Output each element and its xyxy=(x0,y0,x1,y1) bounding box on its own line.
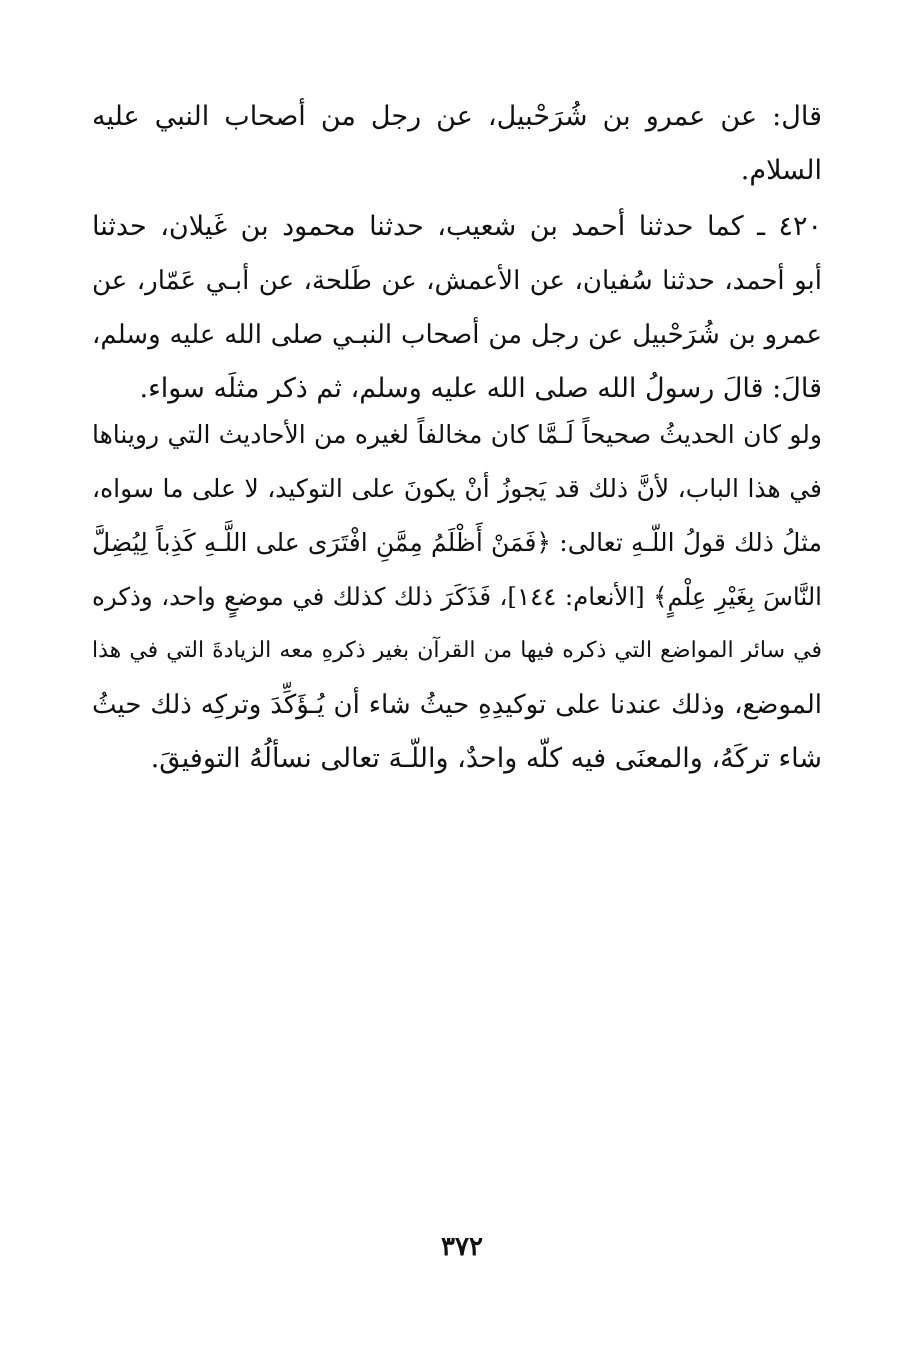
text-line: قال: عن عمرو بن شُرَحْبيل، عن رجل من أصحاب النبي عليه xyxy=(92,101,822,132)
text-line: شاء تركَهُ، والمعنَى فيه كلّه واحدٌ، واللّـهَ تعالى نسألُهُ التوفيقَ. xyxy=(150,743,822,774)
paragraph-2-hadith-420 xyxy=(92,200,822,416)
text-line: ٤٢٠ ـ كما حدثنا أحمد بن شعيب، حدثنا محمود بن غَيلان، حدثنا xyxy=(92,211,822,242)
text-line: قالَ: قالَ رسولُ الله صلى الله عليه وسلم، ثم ذكر مثلَه سواء. xyxy=(139,373,822,404)
paragraph-3-commentary xyxy=(92,408,822,786)
text-line: النَّاسَ بِغَيْرِ عِلْمٍ﴾ [الأنعام: ١٤٤]، فَذَكَرَ ذلك كذلك في موضعٍ واحد، وذكره xyxy=(92,582,822,611)
text-line: أبو أحمد، حدثنا سُفيان، عن الأعمش، عن طَلحة، عن أبـي عَمّار، عن xyxy=(92,266,822,296)
text-line: في سائر المواضع التي ذكره فيها من القرآن بغير ذكرهِ معه الزيادةَ التي في هذا xyxy=(92,638,822,663)
paragraph-1 xyxy=(92,90,822,198)
text-line: في هذا الباب، لأنَّ ذلك قد يَجوزُ أنْ يكونَ على التوكيد، لا على ما سواه، xyxy=(92,474,822,503)
text-line: الموضع، وذلك عندنا على توكيدِهِ حيثُ شاء أن يُـؤَكِّدَ وتركِه ذلك حيثُ xyxy=(92,690,822,720)
text-line: مثلُ ذلك قولُ اللّـهِ تعالى: ﴿فَمَنْ أَظْلَمُ مِمَّنِ افْتَرَى على اللَّـهِ كَذِباً لِيُضِلَّ xyxy=(92,528,822,557)
text-line: السلام. xyxy=(740,155,822,186)
page-number: ٣٧٢ xyxy=(441,1232,483,1262)
text-line: عمرو بن شُرَحْبيل عن رجل من أصحاب النبـي صلى الله عليه وسلم، xyxy=(92,320,822,350)
text-line: ولو كان الحديثُ صحيحاً لَـمَّا كان مخالفاً لغيره من الأحاديث التي رويناها xyxy=(92,420,822,449)
